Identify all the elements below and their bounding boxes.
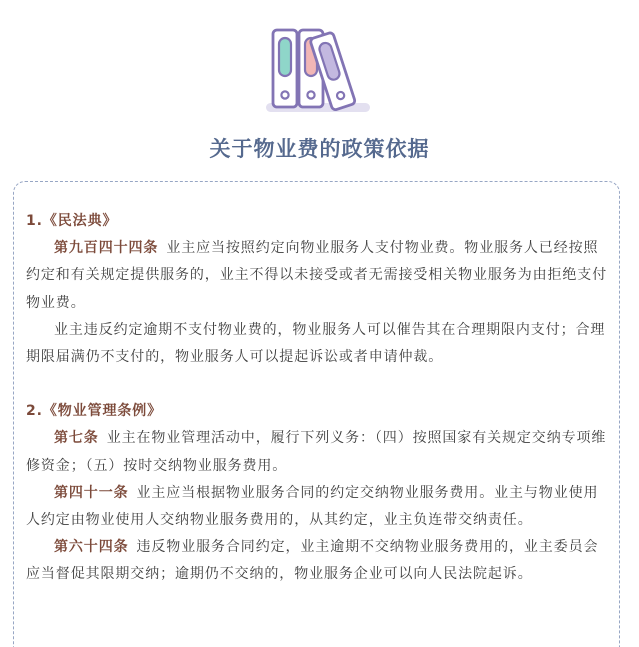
article-text: 业主违反约定逾期不支付物业费的，物业服务人可以催告其在合理期限内支付；合理期限届满仍不支付的，物业服务人可以提起诉讼或者申请仲裁。 [26,321,606,366]
article-text: 业主应当按照约定向物业服务人支付物业费。物业服务人已经按照约定和有关规定提供服务的，业主不得以未接受或者无需接受相关物业服务为由拒绝支付物业费。 [26,240,608,311]
article-paragraph [26,425,610,479]
article-text: 业主在物业管理活动中，履行下列义务：（四）按照国家有关规定交纳专项维修资金；（五）按时交纳物业服务费用。 [26,430,607,474]
section-2-heading [26,398,610,425]
article-title: 第六十四条 [54,539,129,556]
content-body [26,208,610,589]
article-title: 第七条 [54,430,99,447]
section-1-heading [26,208,610,235]
binder-1-ring [281,91,288,98]
article-paragraph [26,235,610,317]
article-paragraph [26,480,610,534]
section-gap [26,371,610,398]
section-2-number: 2. [26,403,43,420]
article-text: 业主应当根据物业服务合同的约定交纳物业服务费用。业主与物业使用人约定由物业使用人交纳物业服务费用的，从其约定，业主负连带交纳责任。 [26,484,599,529]
section-2-law: 《物业管理条例》 [42,403,163,420]
binder-2-ring [307,91,314,98]
binder-3-ring [336,91,345,100]
page-title: 关于物业费的政策依据 [209,137,430,161]
binder-1-label [279,38,291,76]
article-paragraph [26,317,610,371]
section-1-law: 《民法典》 [42,213,118,229]
binders-icon [262,26,374,118]
section-1-number: 1. [26,213,43,229]
article-title: 第九百四十四条 [54,240,159,257]
article-title: 第四十一条 [54,484,129,501]
article-paragraph [26,534,610,588]
article-text: 违反物业服务合同约定，业主逾期不交纳物业服务费用的，业主委员会应当督促其限期交纳；逾期仍不交纳的，物业服务企业可以向人民法院起诉。 [26,539,599,583]
